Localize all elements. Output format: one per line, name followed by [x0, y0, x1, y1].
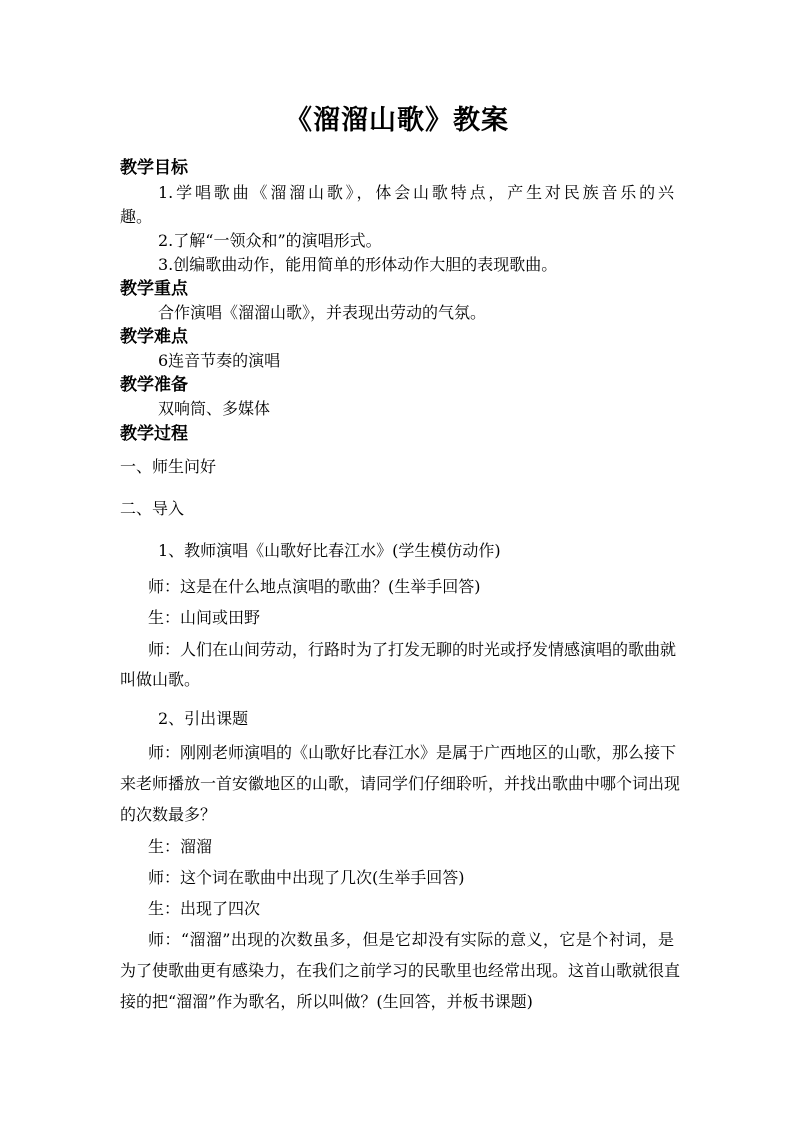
- sub-step-2: 2、引出课题: [158, 709, 249, 728]
- difficulty-text: 6连音节奏的演唱: [158, 351, 281, 370]
- teacher-explain-1-line-1: 师：人们在山间劳动，行路时为了打发无聊的时光或抒发情感演唱的歌曲就: [148, 640, 677, 659]
- teacher-explain-2-line-1: 师：刚刚老师演唱的《山歌好比春江水》是属于广西地区的山歌，那么接下: [148, 743, 677, 762]
- page-title: 《溜溜山歌》教案: [285, 105, 509, 136]
- focus-heading: 教学重点: [120, 279, 188, 299]
- teacher-explain-3-line-3: 接的把“溜溜”作为歌名，所以叫做？(生回答，并板书课题): [120, 992, 533, 1011]
- step-greeting: 一、师生问好: [120, 457, 217, 476]
- teacher-explain-1-line-2: 叫做山歌。: [120, 670, 201, 689]
- student-answer-1: 生：山间或田野: [148, 608, 261, 627]
- student-answer-3: 生：出现了四次: [148, 899, 261, 918]
- teacher-explain-3-line-2: 为了使歌曲更有感染力，在我们之前学习的民歌里也经常出现。这首山歌就很直: [120, 961, 681, 980]
- goal-1-line-1: 1.学唱歌曲《溜溜山歌》，体会山歌特点，产生对民族音乐的兴: [158, 183, 674, 202]
- teacher-explain-3-line-1: 师：“溜溜”出现的次数虽多，但是它却没有实际的意义，它是个衬词，是: [148, 930, 674, 949]
- difficulty-heading: 教学难点: [120, 327, 188, 347]
- teacher-explain-2-line-2: 来老师播放一首安徽地区的山歌，请同学们仔细聆听，并找出歌曲中哪个词出现: [120, 774, 681, 793]
- teacher-question-1: 师：这是在什么地点演唱的歌曲？(生举手回答): [148, 577, 481, 596]
- goal-3: 3.创编歌曲动作，能用简单的形体动作大胆的表现歌曲。: [158, 255, 558, 274]
- goal-1-line-2: 趣。: [120, 207, 153, 226]
- goal-2: 2.了解“一领众和”的演唱形式。: [158, 231, 382, 250]
- goals-heading: 教学目标: [120, 158, 188, 178]
- step-intro: 二、导入: [120, 499, 185, 518]
- process-heading: 教学过程: [120, 424, 188, 444]
- focus-text: 合作演唱《溜溜山歌》，并表现出劳动的气氛。: [158, 303, 487, 322]
- preparation-heading: 教学准备: [120, 375, 188, 395]
- sub-step-1: 1、教师演唱《山歌好比春江水》(学生模仿动作): [158, 541, 501, 560]
- preparation-text: 双响筒、多媒体: [158, 399, 271, 418]
- teacher-explain-2-line-3: 的次数最多？: [120, 805, 217, 824]
- teacher-question-2: 师：这个词在歌曲中出现了几次(生举手回答): [148, 868, 465, 887]
- student-answer-2: 生：溜溜: [148, 837, 213, 856]
